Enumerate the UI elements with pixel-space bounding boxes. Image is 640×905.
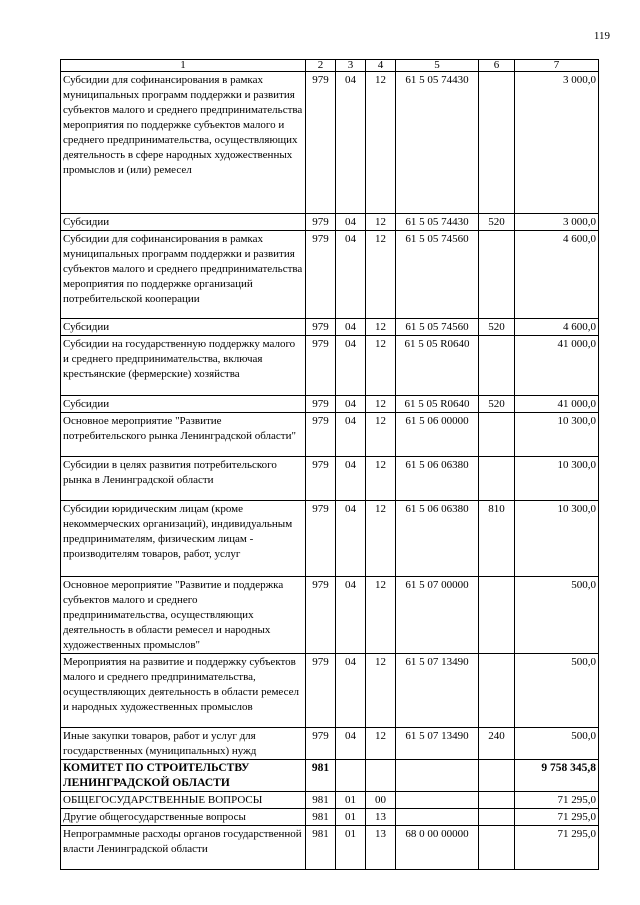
row-name-cell: Субсидии в целях развития потребительского рынка в Ленинградской области <box>61 457 306 501</box>
row-name-cell: Основное мероприятие "Развитие потребительского рынка Ленинградской области" <box>61 413 306 457</box>
table-row <box>61 501 599 577</box>
subsection-code-cell: 12 <box>366 577 396 654</box>
target-article-cell: 61 5 05 74560 <box>396 319 479 336</box>
amount-cell: 9 758 345,8 <box>515 760 599 792</box>
amount-cell: 41 000,0 <box>515 336 599 396</box>
section-code-cell: 04 <box>336 336 366 396</box>
section-code-cell <box>336 760 366 792</box>
target-article-cell: 61 5 06 06380 <box>396 501 479 577</box>
table-row <box>61 654 599 728</box>
ministry-code-cell: 981 <box>306 826 336 870</box>
expense-type-cell <box>479 654 515 728</box>
target-article-cell: 61 5 07 00000 <box>396 577 479 654</box>
budget-table <box>60 59 599 870</box>
amount-cell: 10 300,0 <box>515 413 599 457</box>
amount-cell: 4 600,0 <box>515 319 599 336</box>
subsection-code-cell: 12 <box>366 214 396 231</box>
amount-cell: 71 295,0 <box>515 826 599 870</box>
amount-cell: 4 600,0 <box>515 231 599 319</box>
subsection-code-cell: 12 <box>366 654 396 728</box>
ministry-code-cell: 979 <box>306 231 336 319</box>
section-code-cell: 04 <box>336 72 366 214</box>
target-article-cell: 61 5 05 R0640 <box>396 396 479 413</box>
expense-type-cell: 520 <box>479 396 515 413</box>
subsection-code-cell: 13 <box>366 826 396 870</box>
table-row <box>61 336 599 396</box>
expense-type-cell <box>479 72 515 214</box>
ministry-code-cell: 979 <box>306 214 336 231</box>
ministry-code-cell: 981 <box>306 809 336 826</box>
target-article-cell: 61 5 06 06380 <box>396 457 479 501</box>
expense-type-cell <box>479 413 515 457</box>
expense-type-cell <box>479 809 515 826</box>
target-article-cell: 68 0 00 00000 <box>396 826 479 870</box>
table-row <box>61 809 599 826</box>
ministry-code-cell: 979 <box>306 319 336 336</box>
row-name-cell: Непрограммные расходы органов государственной власти Ленинградской области <box>61 826 306 870</box>
ministry-code-cell: 979 <box>306 413 336 457</box>
row-name-cell: ОБЩЕГОСУДАРСТВЕННЫЕ ВОПРОСЫ <box>61 792 306 809</box>
page-number: 119 <box>593 30 610 42</box>
table-row <box>61 826 599 870</box>
expense-type-cell <box>479 457 515 501</box>
expense-type-cell: 240 <box>479 728 515 760</box>
subsection-code-cell: 12 <box>366 72 396 214</box>
section-code-cell: 04 <box>336 577 366 654</box>
row-name-cell: Мероприятия на развитие и поддержку субъектов малого и среднего предпринимательства, осуществляющих деятельность в области ремесел и народных художественных промыслов <box>61 654 306 728</box>
target-article-cell <box>396 760 479 792</box>
target-article-cell: 61 5 06 00000 <box>396 413 479 457</box>
header-cell: 4 <box>366 60 396 72</box>
target-article-cell: 61 5 05 74430 <box>396 214 479 231</box>
expense-type-cell <box>479 760 515 792</box>
target-article-cell <box>396 792 479 809</box>
table-row <box>61 72 599 214</box>
table-row <box>61 319 599 336</box>
amount-cell: 3 000,0 <box>515 72 599 214</box>
subsection-code-cell: 00 <box>366 792 396 809</box>
ministry-code-cell: 979 <box>306 501 336 577</box>
section-code-cell: 04 <box>336 214 366 231</box>
table-header-row <box>61 60 599 72</box>
ministry-code-cell: 979 <box>306 577 336 654</box>
target-article-cell: 61 5 07 13490 <box>396 654 479 728</box>
ministry-code-cell: 981 <box>306 792 336 809</box>
amount-cell: 10 300,0 <box>515 501 599 577</box>
expense-type-cell <box>479 826 515 870</box>
header-cell: 1 <box>61 60 306 72</box>
header-cell: 6 <box>479 60 515 72</box>
subsection-code-cell <box>366 760 396 792</box>
ministry-code-cell: 979 <box>306 728 336 760</box>
table-row <box>61 413 599 457</box>
subsection-code-cell: 12 <box>366 319 396 336</box>
amount-cell: 10 300,0 <box>515 457 599 501</box>
row-name-cell: Субсидии юридическим лицам (кроме некоммерческих организаций), индивидуальным предпринимателям, физическим лицам - производителям товаров, работ, услуг <box>61 501 306 577</box>
header-cell: 5 <box>396 60 479 72</box>
section-code-cell: 01 <box>336 792 366 809</box>
section-code-cell: 04 <box>336 231 366 319</box>
table-row <box>61 577 599 654</box>
row-name-cell: Другие общегосударственные вопросы <box>61 809 306 826</box>
table-row <box>61 396 599 413</box>
amount-cell: 3 000,0 <box>515 214 599 231</box>
expense-type-cell <box>479 577 515 654</box>
table-row <box>61 728 599 760</box>
section-code-cell: 04 <box>336 457 366 501</box>
target-article-cell: 61 5 05 R0640 <box>396 336 479 396</box>
ministry-code-cell: 979 <box>306 336 336 396</box>
amount-cell: 41 000,0 <box>515 396 599 413</box>
table-row <box>61 457 599 501</box>
target-article-cell <box>396 809 479 826</box>
ministry-code-cell: 979 <box>306 396 336 413</box>
subsection-code-cell: 12 <box>366 501 396 577</box>
amount-cell: 500,0 <box>515 577 599 654</box>
header-cell: 2 <box>306 60 336 72</box>
subsection-code-cell: 12 <box>366 728 396 760</box>
ministry-code-cell: 981 <box>306 760 336 792</box>
section-code-cell: 01 <box>336 826 366 870</box>
expense-type-cell: 810 <box>479 501 515 577</box>
amount-cell: 500,0 <box>515 728 599 760</box>
section-code-cell: 04 <box>336 319 366 336</box>
row-name-cell: Иные закупки товаров, работ и услуг для государственных (муниципальных) нужд <box>61 728 306 760</box>
row-name-cell: КОМИТЕТ ПО СТРОИТЕЛЬСТВУ ЛЕНИНГРАДСКОЙ ОБЛАСТИ <box>61 760 306 792</box>
amount-cell: 71 295,0 <box>515 792 599 809</box>
row-name-cell: Субсидии <box>61 214 306 231</box>
subsection-code-cell: 12 <box>366 231 396 319</box>
target-article-cell: 61 5 05 74430 <box>396 72 479 214</box>
section-code-cell: 04 <box>336 396 366 413</box>
ministry-code-cell: 979 <box>306 654 336 728</box>
amount-cell: 500,0 <box>515 654 599 728</box>
table-row <box>61 231 599 319</box>
expense-type-cell <box>479 231 515 319</box>
subsection-code-cell: 12 <box>366 396 396 413</box>
header-cell: 3 <box>336 60 366 72</box>
subsection-code-cell: 12 <box>366 336 396 396</box>
section-code-cell: 04 <box>336 728 366 760</box>
section-code-cell: 01 <box>336 809 366 826</box>
header-cell: 7 <box>515 60 599 72</box>
subsection-code-cell: 12 <box>366 413 396 457</box>
target-article-cell: 61 5 07 13490 <box>396 728 479 760</box>
row-name-cell: Основное мероприятие "Развитие и поддержка субъектов малого и среднего предпринимательства, осуществляющих деятельность в области ремесел и народных художественных промыслов" <box>61 577 306 654</box>
expense-type-cell: 520 <box>479 319 515 336</box>
row-name-cell: Субсидии для софинансирования в рамках муниципальных программ поддержки и развития субъектов малого и среднего предпринимательства мероприятия по поддержке организаций потребительской кооперации <box>61 231 306 319</box>
amount-cell: 71 295,0 <box>515 809 599 826</box>
section-code-cell: 04 <box>336 501 366 577</box>
row-name-cell: Субсидии <box>61 319 306 336</box>
subsection-code-cell: 13 <box>366 809 396 826</box>
table-row <box>61 760 599 792</box>
table-row <box>61 792 599 809</box>
section-code-cell: 04 <box>336 413 366 457</box>
row-name-cell: Субсидии для софинансирования в рамках муниципальных программ поддержки и развития субъектов малого и среднего предпринимательства мероприятия по поддержке субъектов малого и среднего предпринимательства, осуществляющих деятельность в сфере народных художественных промыслов и (или) ремесел <box>61 72 306 214</box>
table-row <box>61 214 599 231</box>
expense-type-cell <box>479 336 515 396</box>
expense-type-cell <box>479 792 515 809</box>
row-name-cell: Субсидии <box>61 396 306 413</box>
subsection-code-cell: 12 <box>366 457 396 501</box>
ministry-code-cell: 979 <box>306 72 336 214</box>
ministry-code-cell: 979 <box>306 457 336 501</box>
expense-type-cell: 520 <box>479 214 515 231</box>
section-code-cell: 04 <box>336 654 366 728</box>
target-article-cell: 61 5 05 74560 <box>396 231 479 319</box>
row-name-cell: Субсидии на государственную поддержку малого и среднего предпринимательства, включая крестьянские (фермерские) хозяйства <box>61 336 306 396</box>
